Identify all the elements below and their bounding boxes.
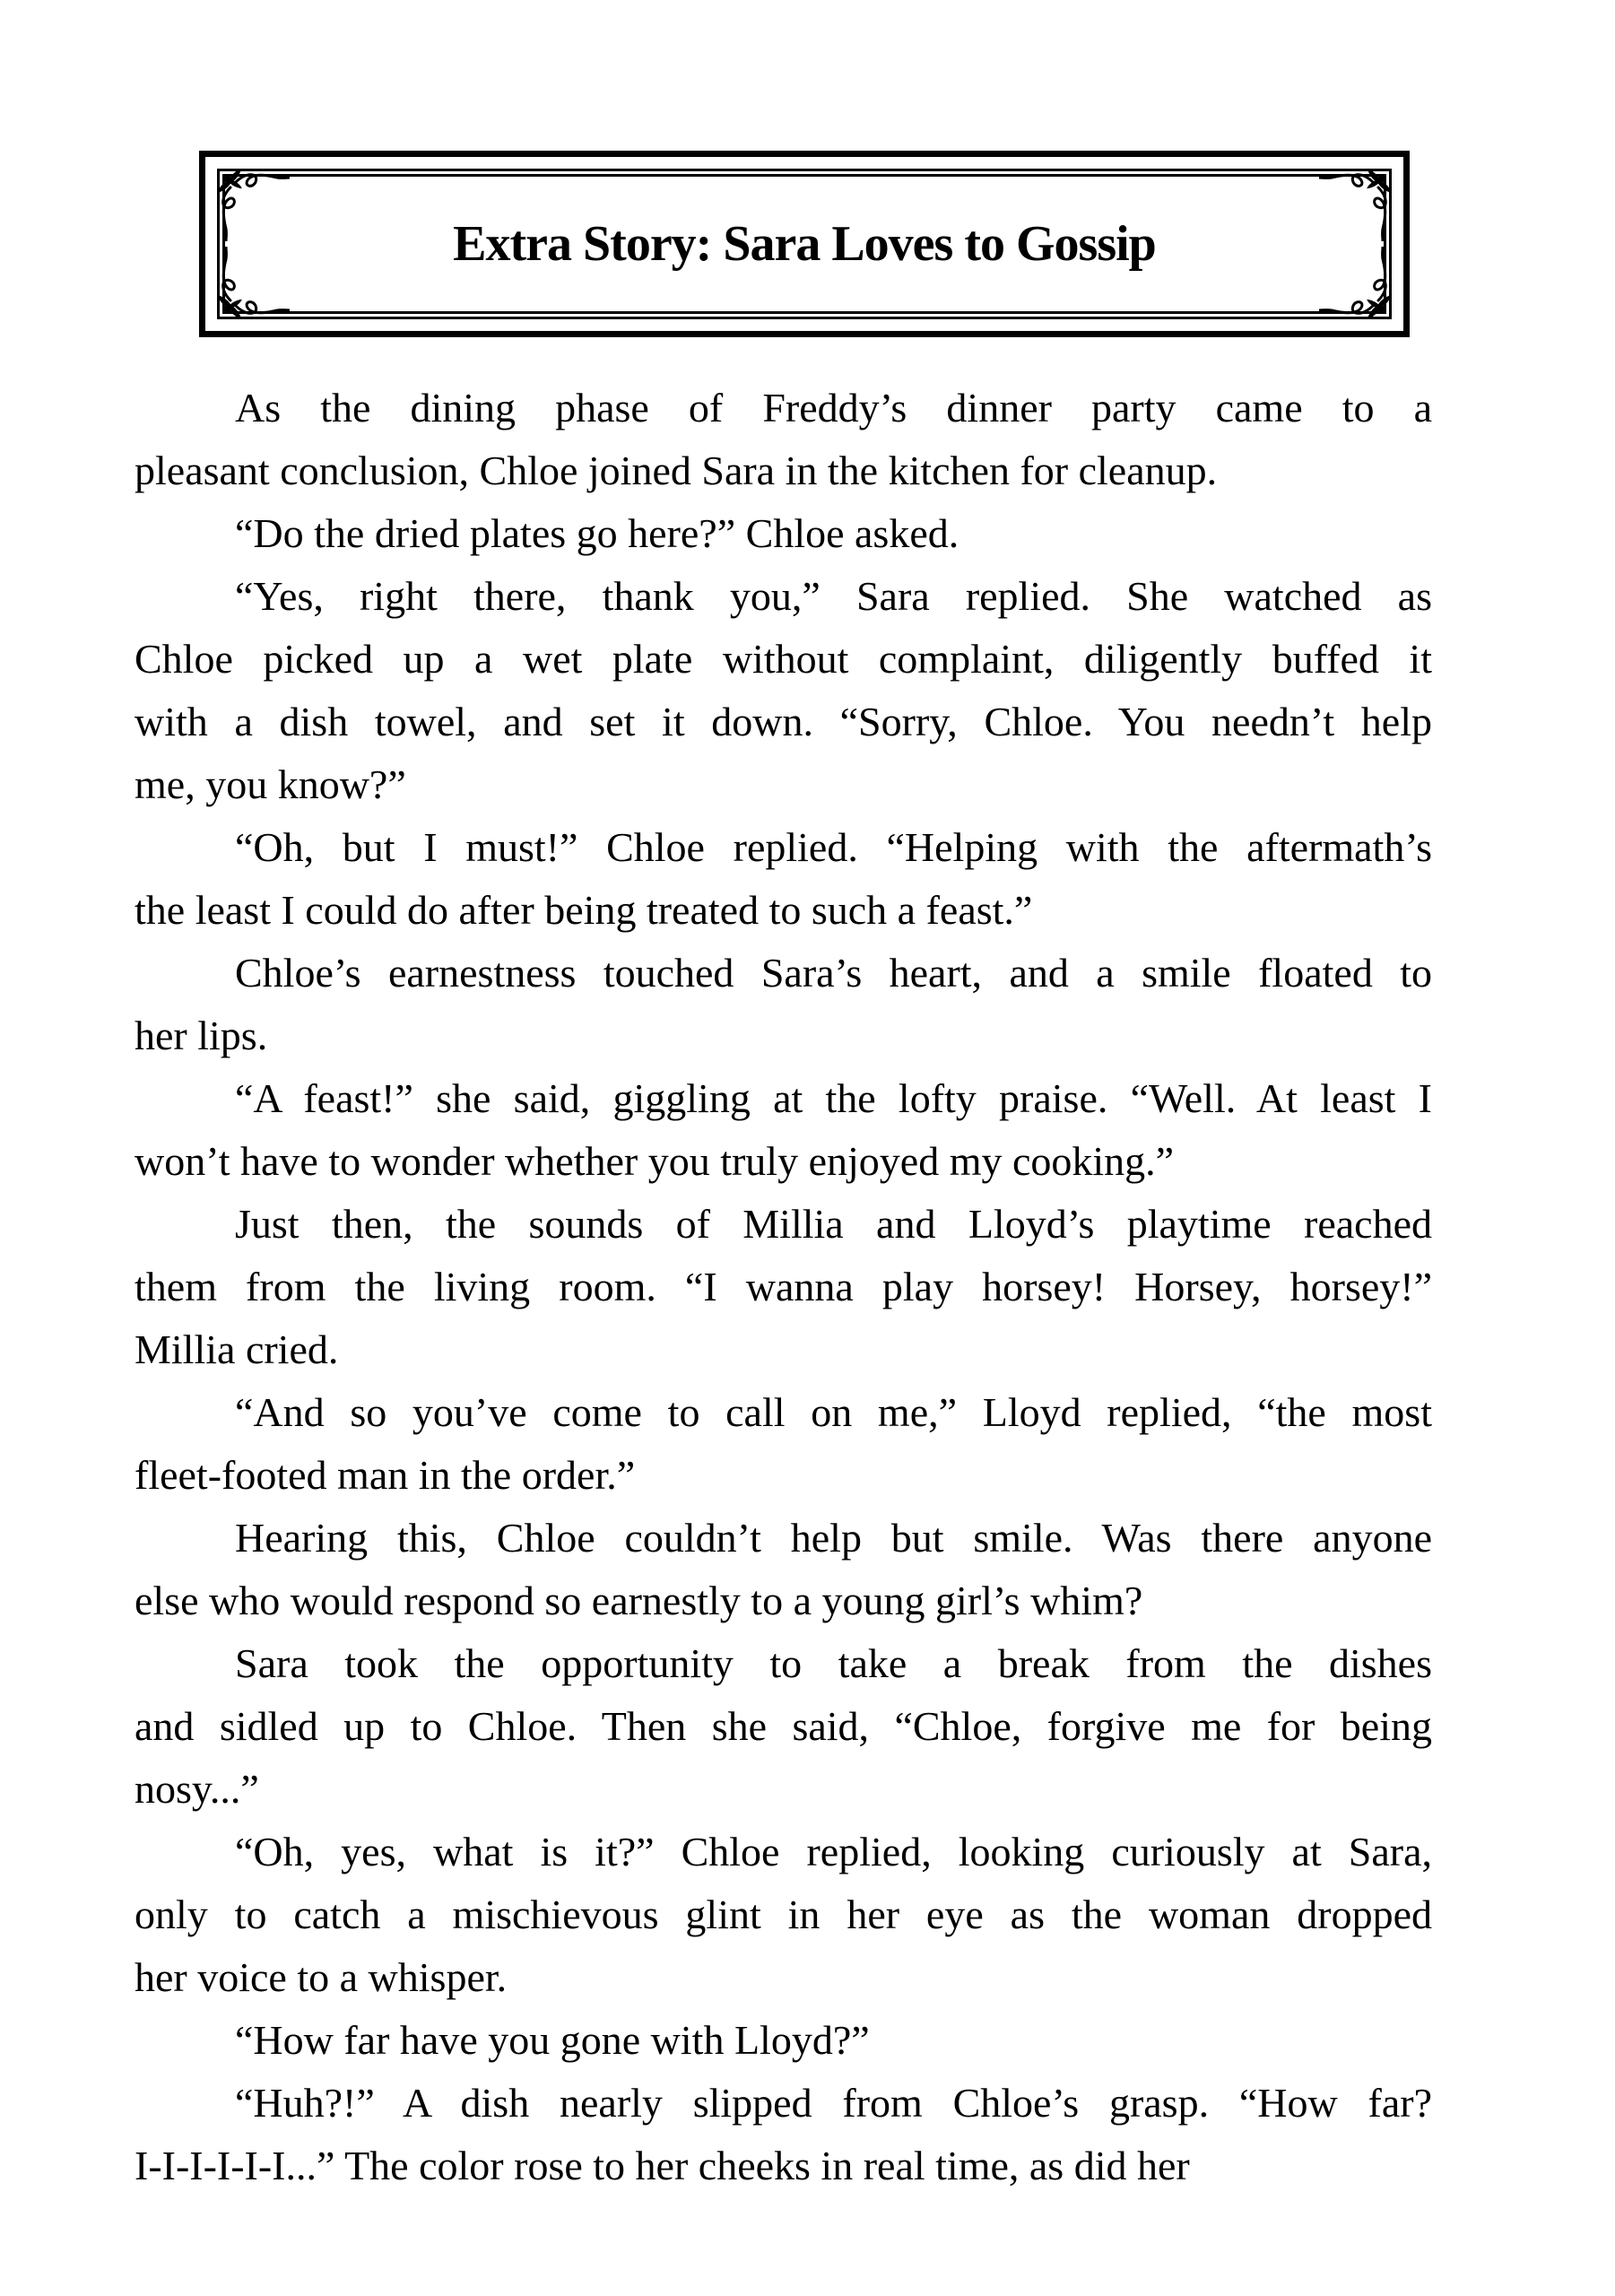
- paragraph: [135, 2072, 1432, 2197]
- text-line: “How far have you gone with Lloyd?”: [235, 2017, 870, 2063]
- text-line: fleet-footed man in the order.”: [135, 1452, 636, 1498]
- paragraph: [135, 1821, 1432, 2009]
- text-line: “Yes, right there, thank you,” Sara replied. She watched as: [235, 573, 1432, 619]
- paragraph: [135, 1193, 1432, 1381]
- paragraph: [135, 1632, 1432, 1821]
- paragraph: [135, 1507, 1432, 1632]
- story-text: [135, 377, 1432, 2197]
- text-line: nosy...”: [135, 1766, 259, 1812]
- page-title: Extra Story: Sara Loves to Gossip: [453, 216, 1156, 272]
- text-line: pleasant conclusion, Chloe joined Sara in the kitchen for cleanup.: [135, 448, 1218, 493]
- chapter-title-box: [199, 151, 1410, 337]
- paragraph: [135, 502, 1432, 565]
- text-line: “Oh, yes, what is it?” Chloe replied, looking curiously at Sara,: [235, 1829, 1432, 1874]
- text-line: Chloe picked up a wet plate without complaint, diligently buffed it: [135, 636, 1432, 682]
- text-line: won’t have to wonder whether you truly enjoyed my cooking.”: [135, 1138, 1175, 1184]
- text-line: “Oh, but I must!” Chloe replied. “Helping with the aftermath’s: [235, 824, 1432, 870]
- paragraph: [135, 1067, 1432, 1193]
- text-line: I-I-I-I-I-I...” The color rose to her cheeks in real time, as did her: [135, 2143, 1190, 2188]
- text-line: “Huh?!” A dish nearly slipped from Chloe’s grasp. “How far?: [235, 2080, 1432, 2126]
- text-line: Sara took the opportunity to take a break from the dishes: [235, 1640, 1432, 1686]
- corner-flourish-icon: [1319, 166, 1394, 241]
- text-line: else who would respond so earnestly to a young girl’s whim?: [135, 1578, 1143, 1623]
- text-line: with a dish towel, and set it down. “Sorry, Chloe. You needn’t help: [135, 699, 1432, 744]
- text-line: Millia cried.: [135, 1326, 339, 1372]
- text-line: As the dining phase of Freddy’s dinner party came to a: [235, 385, 1432, 430]
- paragraph: [135, 942, 1432, 1067]
- text-line: her voice to a whisper.: [135, 1954, 508, 2000]
- text-line: me, you know?”: [135, 761, 406, 807]
- text-line: and sidled up to Chloe. Then she said, “Chloe, forgive me for being: [135, 1703, 1432, 1749]
- text-line: the least I could do after being treated to such a feast.”: [135, 887, 1033, 933]
- corner-flourish-icon: [214, 247, 290, 322]
- text-line: Chloe’s earnestness touched Sara’s heart, and a smile floated to: [235, 950, 1432, 996]
- text-line: “Do the dried plates go here?” Chloe asked.: [235, 510, 959, 556]
- paragraph: [135, 565, 1432, 816]
- paragraph: [135, 377, 1432, 502]
- corner-flourish-icon: [1319, 247, 1394, 322]
- text-line: Just then, the sounds of Millia and Lloyd’s playtime reached: [235, 1201, 1432, 1247]
- text-line: her lips.: [135, 1013, 268, 1058]
- paragraph: [135, 1381, 1432, 1507]
- corner-flourish-icon: [214, 166, 290, 241]
- paragraph: [135, 2009, 1432, 2072]
- text-line: Hearing this, Chloe couldn’t help but smile. Was there anyone: [235, 1515, 1432, 1561]
- text-line: only to catch a mischievous glint in her eye as the woman dropped: [135, 1892, 1432, 1937]
- title-inner-frame: [217, 169, 1392, 319]
- text-line: “And so you’ve come to call on me,” Lloyd replied, “the most: [235, 1389, 1432, 1435]
- paragraph: [135, 816, 1432, 942]
- text-line: “A feast!” she said, giggling at the lofty praise. “Well. At least I: [235, 1075, 1432, 1121]
- text-line: them from the living room. “I wanna play horsey! Horsey, horsey!”: [135, 1264, 1432, 1309]
